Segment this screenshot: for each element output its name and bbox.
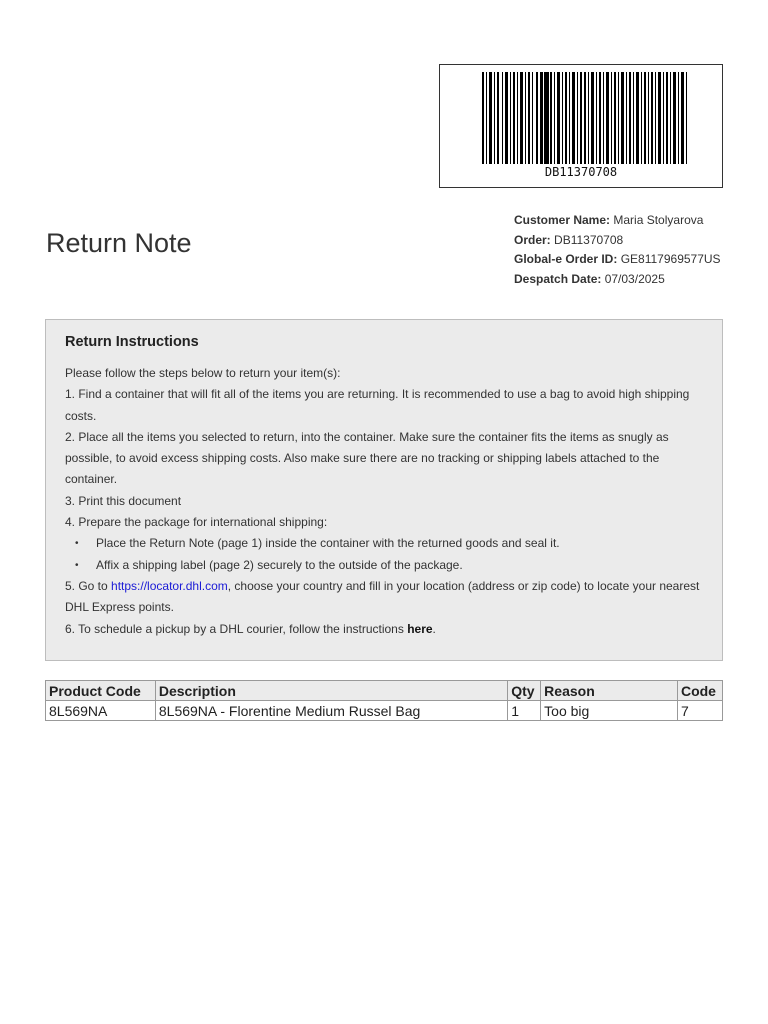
- return-items-table: [45, 680, 723, 721]
- instruction-step-5: [65, 576, 703, 619]
- header-reason: Reason: [541, 681, 678, 701]
- customer-info: [514, 211, 721, 289]
- header-product-code: Product Code: [46, 681, 156, 701]
- instructions-intro: Please follow the steps below to return your item(s):: [65, 366, 341, 380]
- customer-name-label: Customer Name:: [514, 213, 611, 227]
- cell-description: 8L569NA - Florentine Medium Russel Bag: [155, 701, 507, 721]
- despatch-date-value: 07/03/2025: [604, 271, 665, 286]
- despatch-date-row: [514, 270, 721, 290]
- step-5-prefix: 5. Go to: [65, 578, 112, 593]
- cell-product-code: 8L569NA: [46, 701, 156, 721]
- header-code: Code: [677, 681, 722, 701]
- table-row: [46, 701, 723, 721]
- customer-name-row: [514, 211, 721, 231]
- barcode-image: [480, 72, 690, 164]
- order-value: DB11370708: [554, 232, 624, 247]
- despatch-date-label: Despatch Date:: [514, 271, 602, 286]
- barcode-box: [439, 64, 723, 188]
- barcode-number: DB11370708: [544, 165, 618, 179]
- instruction-step-6: [65, 619, 703, 640]
- globale-order-label: Global-e Order ID:: [514, 252, 618, 266]
- header-qty: Qty: [508, 681, 541, 701]
- instruction-bullet-2: • Affix a shipping label (page 2) securely to the outside of the package.: [75, 555, 703, 576]
- instructions-heading: Return Instructions: [65, 334, 199, 350]
- globale-order-value: GE8117969577US: [620, 252, 721, 266]
- step-6-prefix: 6. To schedule a pickup by a DHL courier, follow the instructions: [65, 621, 408, 636]
- customer-name-value: Maria Stolyarova: [613, 213, 704, 227]
- instruction-bullets: [65, 533, 703, 576]
- cell-code: 7: [677, 701, 722, 721]
- instruction-bullet-1: • Place the Return Note (page 1) inside the container with the returned goods and seal it.: [75, 533, 703, 554]
- cell-reason: Too big: [541, 701, 678, 721]
- table-header-row: [46, 681, 723, 701]
- instruction-step-3: 3. Print this document: [65, 493, 182, 508]
- pickup-instructions-link[interactable]: here: [407, 621, 433, 636]
- order-label: Order:: [514, 232, 551, 247]
- instruction-step-2: 2. Place all the items you selected to return, into the container. Make sure the container fits the items as snugly as possible, to avoid excess shipping costs. Also make sure there are no tracking or shipping labels attached to the container.: [65, 429, 669, 487]
- order-row: [514, 231, 721, 251]
- globale-order-row: [514, 250, 721, 270]
- dhl-locator-link[interactable]: https://locator.dhl.com: [111, 578, 228, 593]
- step-5-suffix: , choose your country and fill in your location (address or zip code) to locate your nearest DHL Express points.: [65, 578, 700, 615]
- return-instructions-panel: [45, 319, 723, 661]
- cell-qty: 1: [508, 701, 541, 721]
- page-title: Return Note: [46, 228, 192, 258]
- step-6-suffix: .: [432, 621, 436, 636]
- instruction-step-4: 4. Prepare the package for international shipping:: [65, 515, 328, 530]
- instruction-step-1: 1. Find a container that will fit all of the items you are returning. It is recommended to use a bag to avoid high shipping costs.: [65, 387, 690, 423]
- header-description: Description: [155, 681, 507, 701]
